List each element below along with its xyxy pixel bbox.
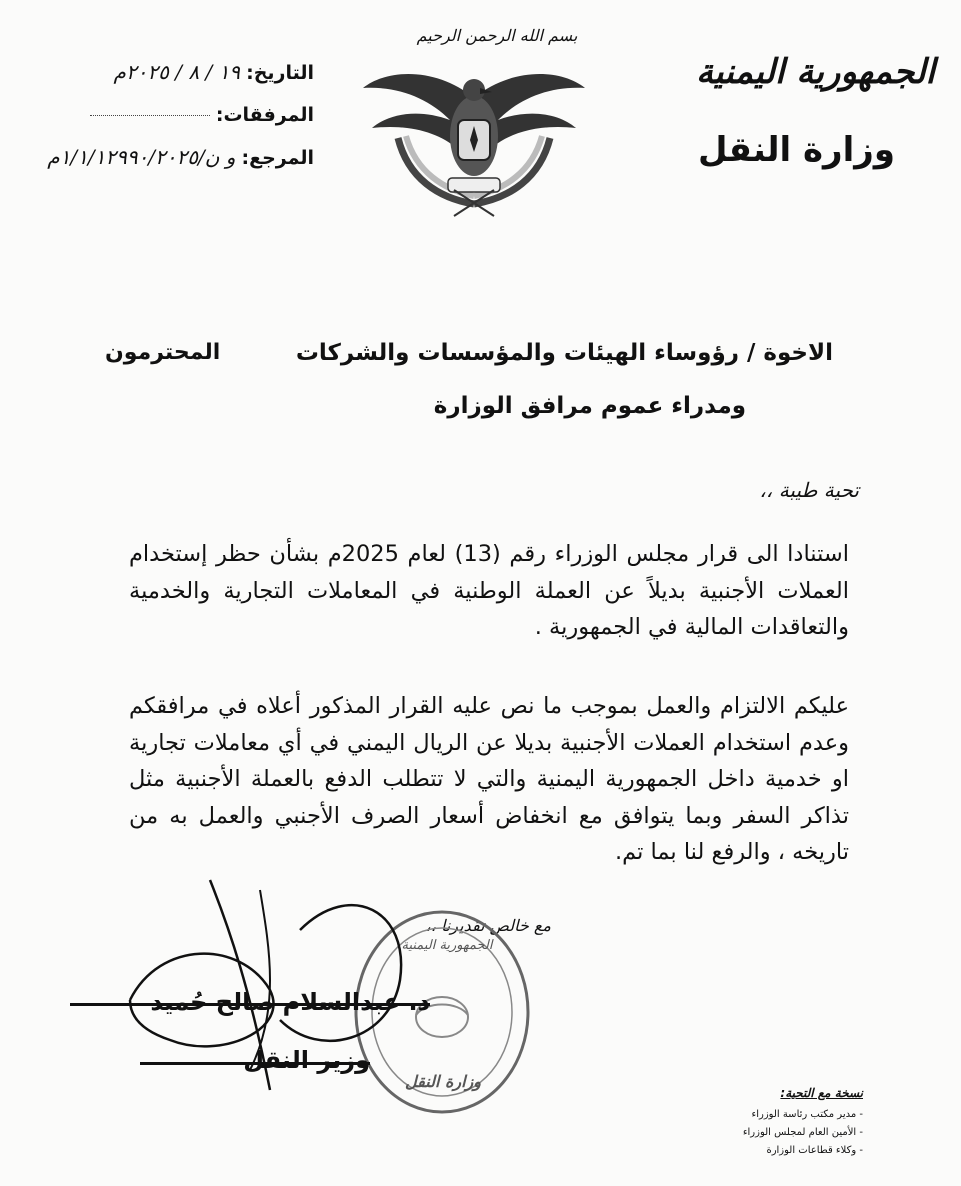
paragraph-1: استنادا الى قرار مجلس الوزراء رقم (13) لعام 2025م بشأن حظر إستخدام العملات الأجنبية بديلاً عن العملة الوطنية في المعاملات التجارية والخدمية والتعاقدات المالية في الجمهورية . [129,541,849,640]
signatory-title-text: وزير النقل [243,1046,370,1074]
stamp-top-text: الجمهورية اليمنية [401,938,493,953]
date-value: ١٩ / ٨ / ٢٠٢٥م [113,60,241,84]
attachments-blank [90,115,210,116]
paragraph-2: عليكم الالتزام والعمل بموجب ما نص عليه القرار المذكور أعلاه في مرافقكم وعدم استخدام العملات الأجنبية بديلا عن الريال اليمني في أي معاملات تجارية او خدمية داخل الجمهورية اليمنية والتي لا تتطلب الدفع بالعملة الأجنبية مثل تذاكر السفر وبما يتوافق مع انخفاض أسعار الصرف الأجنبي والعمل به من تاريخه ، والرفع لنا بما تم. [129,693,849,865]
signatory-name-text: د. عبدالسلام صالح حُميد [150,988,430,1016]
copies-list [743,1106,863,1160]
attachments-label: المرفقات: [215,104,314,126]
stamp-bottom-text: وزارة النقل [405,1072,481,1091]
yemen-emblem-icon [358,28,590,218]
attachments-row [14,104,314,126]
strike-line [70,1003,430,1006]
ministry-title: وزارة النقل [698,130,895,170]
copies-title: نسخة مع التحية: [780,1086,863,1100]
closing-regards: مع خالص تقديرنا ،، [425,916,551,935]
copies-item: - الأمين العام لمجلس الوزراء [743,1124,863,1142]
reference-row [14,145,314,169]
signatory-title [140,1046,370,1074]
basmala: بسم الله الرحمن الرحيم [416,26,578,45]
signatory-name [70,988,430,1016]
reference-value: و ن/١/١/١٢٩٩٠/٢٠٢٥م [47,145,236,169]
copies-item: - مدير مكتب رئاسة الوزراء [743,1106,863,1124]
greeting: تحية طيبة ،، [759,478,859,502]
date-label: التاريخ: [246,62,314,84]
date-row [14,60,314,84]
republic-title: الجمهورية اليمنية [695,52,935,92]
reference-label: المرجع: [241,147,314,169]
addressee-line-2: ومدراء عموم مرافق الوزارة [433,393,746,419]
strike-line [140,1062,370,1065]
addressee-line-1: الاخوة / رؤوساء الهيئات والمؤسسات والشركات [295,340,833,366]
respected-label: المحترمون [105,340,221,365]
copies-item: - وكلاء قطاعات الوزارة [743,1142,863,1160]
